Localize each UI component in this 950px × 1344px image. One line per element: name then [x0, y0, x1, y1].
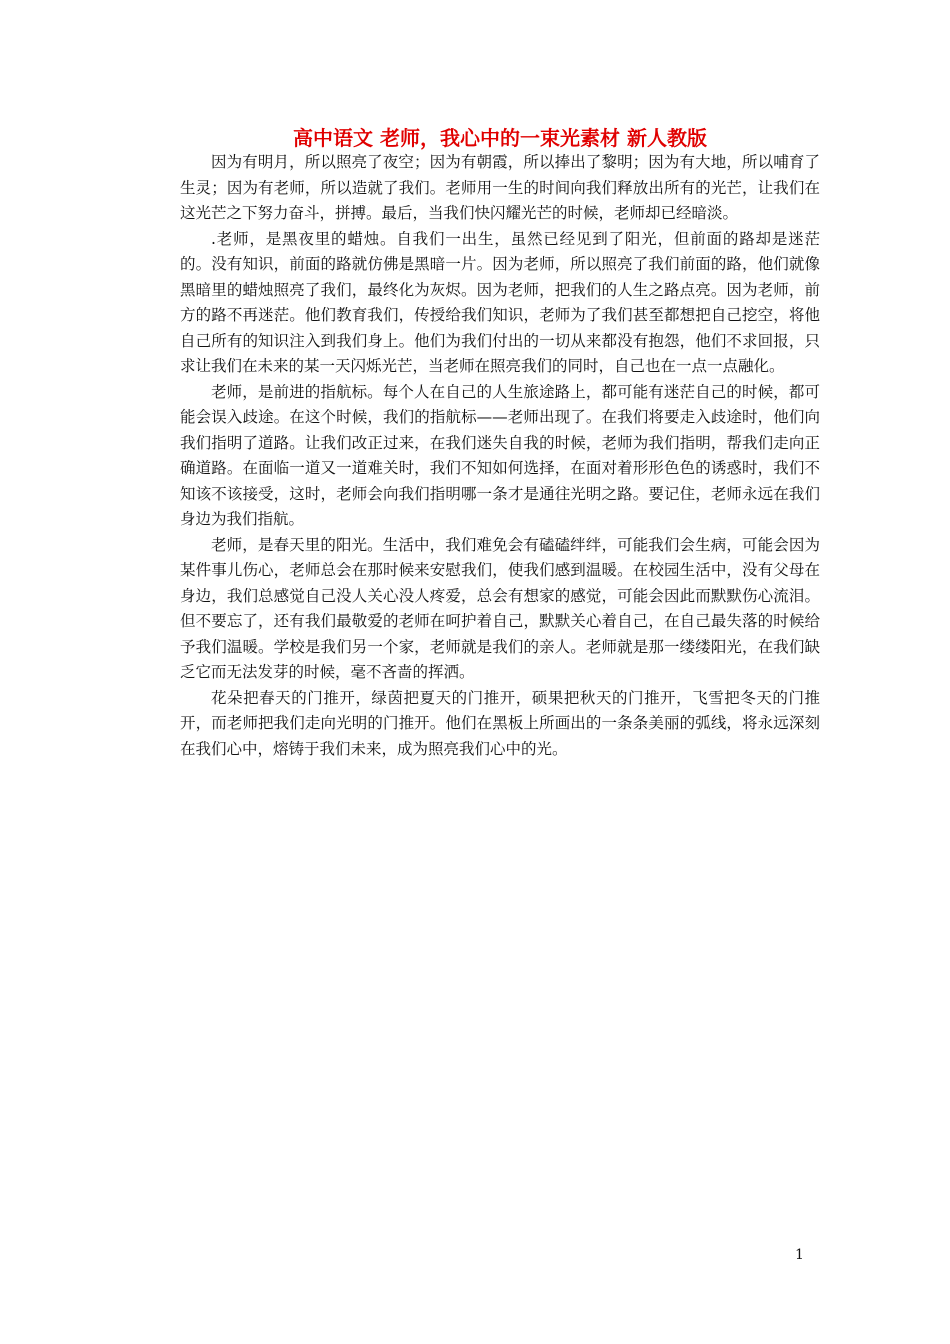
paragraph-1: 因为有明月，所以照亮了夜空；因为有朝霞，所以捧出了黎明；因为有大地，所以哺育了生灵；因为有老师，所以造就了我们。老师用一生的时间向我们释放出所有的光芒，让我们在这光芒之下努力奋斗，拼搏。最后，当我们快闪耀光芒的时候，老师却已经暗淡。	[180, 153, 820, 222]
paragraph-2: .老师，是黑夜里的蜡烛。自我们一出生，虽然已经见到了阳光，但前面的路却是迷茫的。没有知识，前面的路就仿佛是黑暗一片。因为老师，所以照亮了我们前面的路，他们就像黑暗里的蜡烛照亮了我们，最终化为灰烬。因为老师，把我们的人生之路点亮。因为老师，前方的路不再迷茫。他们教育我们，传授给我们知识，老师为了我们甚至都想把自己挖空，将他自己所有的知识注入到我们身上。他们为我们付出的一切从来都没有抱怨，他们不求回报，只求让我们在未来的某一天闪烁光芒，当老师在照亮我们的同时，自己也在一点一点融化。	[180, 229, 820, 375]
document-body	[180, 150, 820, 762]
document-title: 高中语文 老师，我心中的一束光素材 新人教版	[293, 126, 707, 150]
paragraph-4: 老师，是春天里的阳光。生活中，我们难免会有磕磕绊绊，可能我们会生病，可能会因为某件事儿伤心，老师总会在那时候来安慰我们，使我们感到温暖。在校园生活中，没有父母在身边，我们总感觉自己没人关心没人疼爱，总会有想家的感觉，可能会因此而默默伤心流泪。但不要忘了，还有我们最敬爱的老师在呵护着自己，默默关心着自己，在自己最失落的时候给予我们温暖。学校是我们另一个家，老师就是我们的亲人。老师就是那一缕缕阳光，在我们缺乏它而无法发芽的时候，毫不吝啬的挥洒。	[180, 535, 820, 681]
page-number: 1	[795, 1247, 804, 1263]
paragraph-5: 花朵把春天的门推开，绿茵把夏天的门推开，硕果把秋天的门推开，飞雪把冬天的门推开，而老师把我们走向光明的门推开。他们在黑板上所画出的一条条美丽的弧线，将永远深刻在我们心中，熔铸于我们未来，成为照亮我们心中的光。	[180, 688, 820, 758]
paragraph-3: 老师，是前进的指航标。每个人在自己的人生旅途路上，都可能有迷茫自己的时候，都可能会误入歧途。在这个时候，我们的指航标——老师出现了。在我们将要走入歧途时，他们向我们指明了道路。让我们改正过来，在我们迷失自我的时候，老师为我们指明，帮我们走向正确道路。在面临一道又一道难关时，我们不知如何选择，在面对着形形色色的诱惑时，我们不知该不该接受，这时，老师会向我们指明哪一条才是通往光明之路。要记住，老师永远在我们身边为我们指航。	[180, 382, 820, 528]
